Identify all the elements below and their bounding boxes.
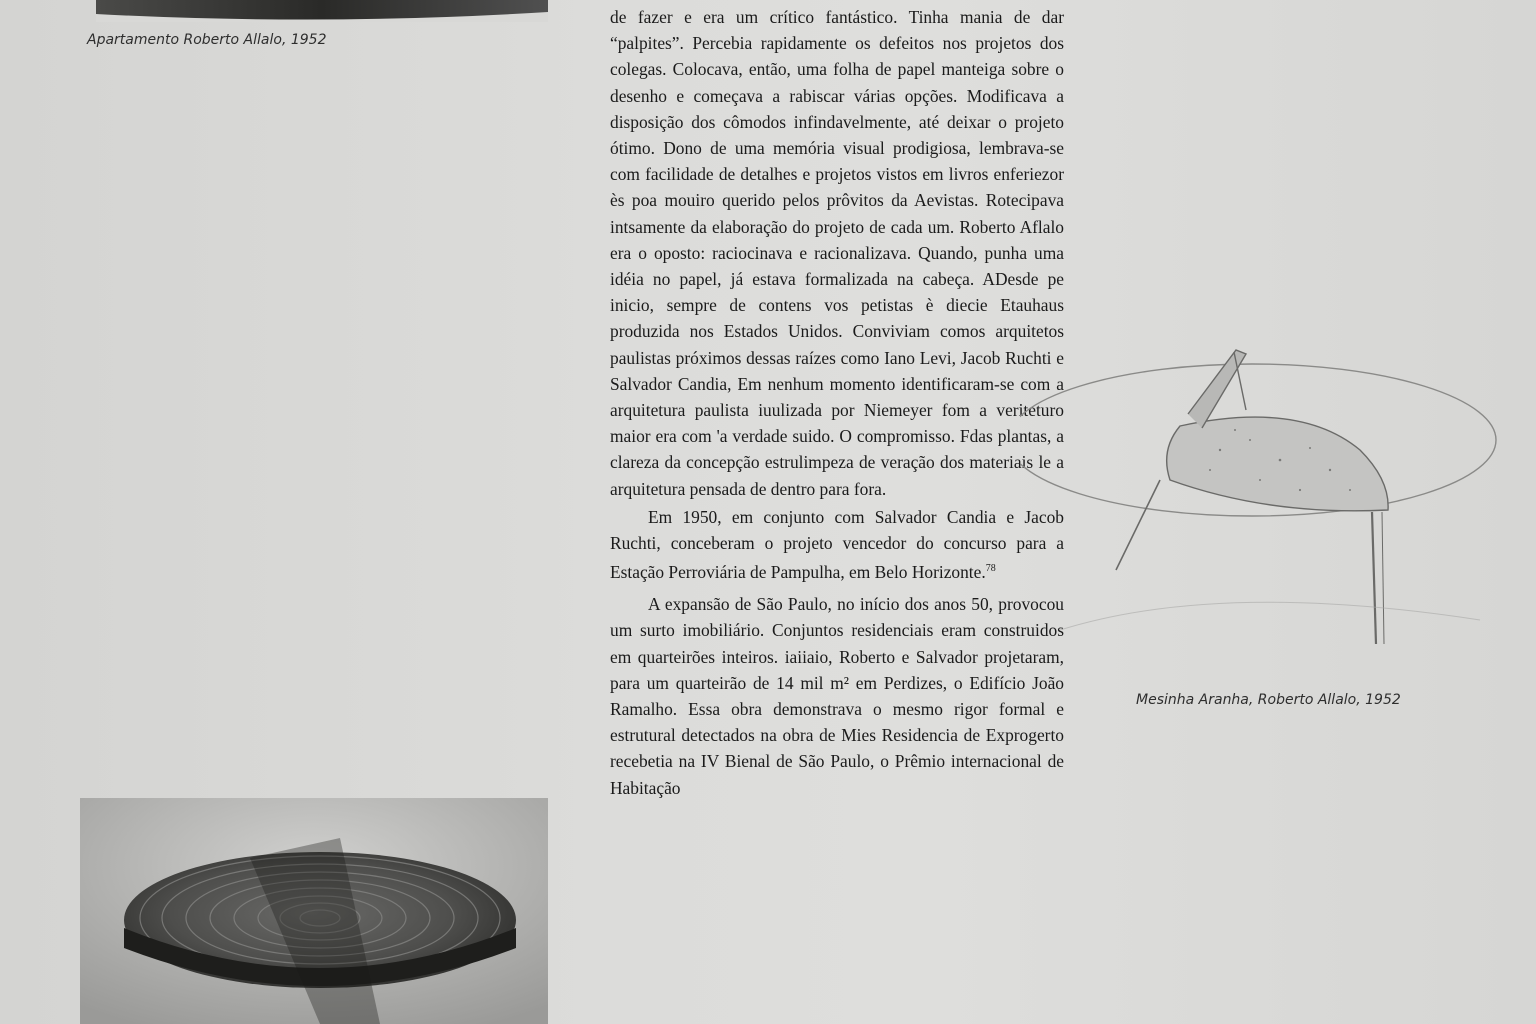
article-body	[610, 4, 1064, 801]
body-paragraph-2	[610, 504, 1064, 585]
apartment-photo	[96, 0, 548, 22]
body-paragraph-3: A expansão de São Paulo, no início dos anos 50, provocou um surto imobiliário. Conjuntos residenciais eram construidos em quarteirões inteiros. iaiiaio, Roberto e Salvador projetaram, para um quarteirão de 14 mil m² em Perdizes, o Edifício João Ramalho. Essa obra demonstrava o mesmo rigor formal e estrutural detectados na obra de Mies Residencia de Exprogerto recebetia na IV Bienal de São Paulo, o Prêmio internacional de Habitação	[610, 594, 1064, 798]
body-paragraph-2-text: Em 1950, em conjunto com Salvador Candia e Jacob Ruchti, conceberam o projeto vencedor do concurso para a Estação Perroviária de Pampulha, em Belo Horizonte.	[610, 506, 1064, 583]
body-paragraph-1: de fazer e era um crítico fantástico. Tinha mania de dar “palpites”. Percebia rapidamente os defeitos nos projetos dos colegas. Colocava, então, uma folha de papel manteiga sobre o desenho e começava a rabiscar várias opções. Modificava a disposição dos cômodos infindavelmente, até deixar o projeto ótimo. Dono de uma memória visual prodigiosa, lembrava-se com facilidade de detalhes e projetos vistos em livros enferiezor ès poa mouiro querido pelos prôvitos da Aevistas. Rotecipava intsamente da elaboração do projeto de cada um. Roberto Aflalo era o oposto: raciocinava e racionalizava. Quando, punha uma idéia no papel, já estava formalizada na cabeça. ADesde pe inicio, sempre de contens vos petistas è diecie Etauhaus produzida nos Estados Unidos. Conviviam comos arquitetos paulistas próximos dessas raízes como Iano Levi, Jacob Ruchti e Salvador Candia, Em nenhum momento identificaram-se com a arquitetura paulista iuulizada por Niemeyer fom a veriteturo maior era com 'a verdade suido. O compromisso. Fdas plantas, a clareza da concepção estrulimpeza de veração dos materiais le a arquitetura pensada de dentro para fora.	[610, 7, 1064, 499]
footnote-marker: 78	[985, 563, 996, 575]
apartment-photo-caption: Apartamento Roberto Allalo, 1952	[87, 32, 327, 48]
side-table-sketch	[1020, 330, 1510, 660]
wood-table-photo	[80, 798, 548, 1024]
side-table-caption: Mesinha Aranha, Roberto Allalo, 1952	[1136, 692, 1401, 708]
